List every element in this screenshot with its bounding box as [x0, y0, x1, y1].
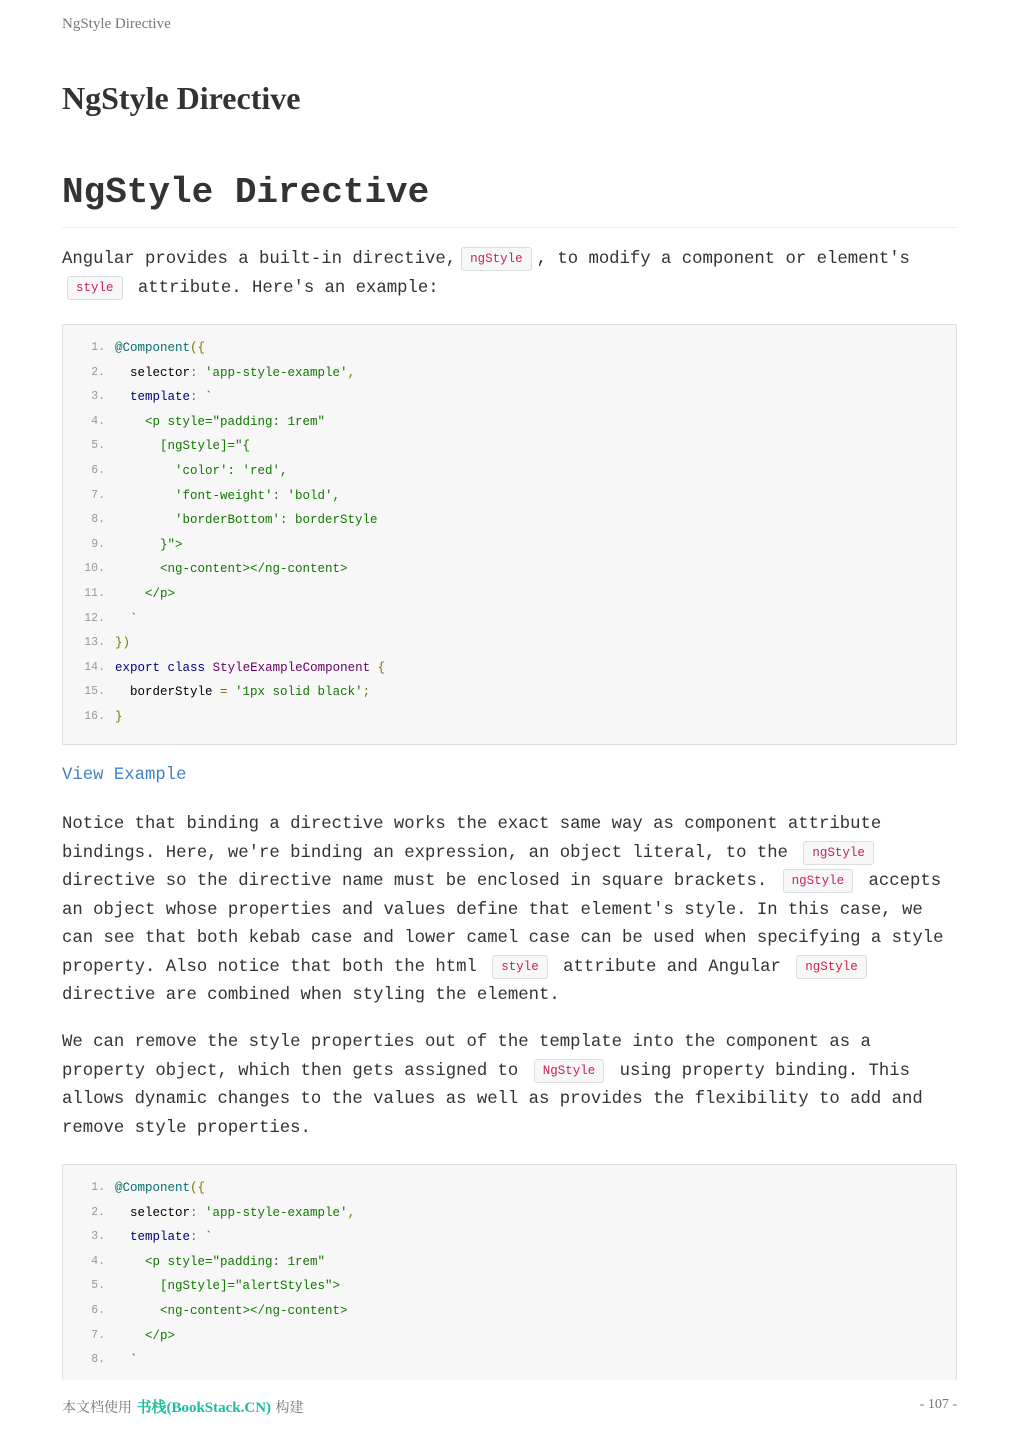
code-text: [115, 1299, 348, 1324]
footer-credit: [62, 1396, 304, 1417]
text-run: attribute and Angular: [563, 957, 781, 977]
line-number: 1.: [91, 341, 105, 354]
code-line: [63, 459, 956, 484]
line-number: 4.: [91, 1254, 105, 1268]
code-text: [115, 1274, 340, 1299]
inline-code: style: [67, 276, 123, 300]
code-block-1: [62, 324, 957, 745]
code-text: [115, 1348, 138, 1373]
code-token: [160, 661, 168, 675]
text-run: property. Also notice that both the html: [62, 957, 477, 977]
intro-paragraph: [62, 246, 957, 303]
section-title: NgStyle Directive: [62, 172, 957, 228]
paragraph-line: directive are combined when styling the element.: [62, 986, 560, 1005]
code-text: [115, 434, 250, 459]
code-token: 'app-style-example': [205, 1205, 348, 1220]
code-line: [63, 533, 956, 558]
code-line: [63, 361, 956, 386]
code-text: [115, 533, 183, 558]
code-text: [115, 656, 385, 681]
code-token: ({: [190, 341, 206, 355]
paragraph-line: [62, 868, 957, 897]
code-token: }">: [115, 537, 183, 552]
code-text: [115, 1201, 355, 1226]
code-line: [63, 508, 956, 533]
code-line: [63, 1201, 956, 1226]
inline-code: ngStyle: [796, 955, 867, 979]
code-token: [ngStyle]="{: [115, 439, 251, 454]
paragraph-line: [62, 954, 957, 983]
line-number: 7.: [91, 1328, 105, 1342]
paragraph-line: Notice that binding a directive works the exact same way as component attribute: [62, 815, 882, 834]
line-number: 9.: [91, 537, 105, 551]
inline-code: ngStyle: [461, 247, 532, 271]
code-line: [63, 434, 956, 459]
code-token: ;: [362, 685, 371, 700]
code-token: [370, 661, 378, 675]
code-token: selector: [115, 365, 191, 380]
code-token: template: [115, 390, 191, 405]
code-text: [115, 680, 370, 705]
inline-code: ngStyle: [803, 841, 874, 865]
line-number: 15.: [84, 685, 105, 699]
line-number: 3.: [91, 390, 105, 404]
code-text: [115, 336, 205, 361]
line-number: 8.: [91, 1353, 105, 1367]
code-token: :: [190, 365, 206, 380]
text-run: Angular provides a built-in directive,: [62, 250, 457, 269]
code-line: [63, 336, 956, 361]
code-token: =: [220, 685, 236, 700]
code-text: [115, 361, 355, 386]
line-number: 13.: [84, 636, 105, 650]
code-line: [63, 1348, 956, 1373]
code-token: </p>: [115, 586, 176, 601]
view-example-link[interactable]: View Example: [62, 766, 187, 785]
page-number: - 107 -: [919, 1397, 957, 1412]
property-paragraph: [62, 1029, 957, 1143]
code-line: [63, 582, 956, 607]
code-line: [63, 680, 956, 705]
code-token: selector: [115, 1205, 191, 1220]
line-number: 2.: [91, 365, 105, 379]
code-text: [115, 582, 175, 607]
code-text: [115, 484, 340, 509]
code-line: [63, 1176, 956, 1201]
code-token: <ng-content></ng-content>: [115, 1303, 348, 1318]
code-text: [115, 1225, 213, 1250]
line-number: 6.: [91, 1303, 105, 1317]
code-line: [63, 1324, 956, 1349]
code-token: }): [115, 636, 131, 651]
code-text: [115, 508, 378, 533]
code-token: export: [115, 660, 161, 675]
code-token: `: [115, 611, 138, 626]
footer-suffix: 构建: [271, 1400, 304, 1416]
code-line: [63, 557, 956, 582]
text-run: property object, which then gets assigned to: [62, 1061, 519, 1081]
text-run: using property binding. This: [619, 1061, 910, 1081]
paragraph-line: [62, 840, 957, 869]
code-text: [115, 631, 130, 656]
code-line: [63, 1225, 956, 1250]
line-number: 2.: [91, 1205, 105, 1219]
line-number: 8.: [91, 513, 105, 527]
line-number: 7.: [91, 488, 105, 502]
code-token: 'borderBottom': borderStyle: [115, 513, 378, 528]
code-token: `: [205, 1230, 213, 1245]
paragraph-line: an object whose properties and values define that element's style. In this case, we: [62, 900, 923, 920]
code-token: `: [115, 1353, 138, 1368]
line-number: 5.: [91, 439, 105, 453]
text-run: directive so the directive name must be enclosed in square brackets.: [62, 872, 768, 891]
code-token: @Component: [115, 341, 191, 355]
code-token: `: [205, 390, 213, 405]
text-run: accepts: [868, 872, 942, 891]
code-token: }: [115, 709, 123, 724]
code-line: [63, 607, 956, 632]
inline-code: NgStyle: [534, 1059, 605, 1083]
paragraph-line: [62, 1058, 957, 1087]
code-token: :: [190, 1230, 206, 1245]
code-text: [115, 385, 213, 410]
code-line: [63, 705, 956, 730]
line-number: 4.: [91, 414, 105, 428]
code-text: [115, 705, 123, 730]
code-text: [115, 410, 325, 435]
code-token: 'font-weight': 'bold',: [115, 488, 341, 503]
code-line: [63, 631, 956, 656]
binding-paragraph: [62, 811, 957, 1011]
line-number: 12.: [84, 611, 105, 625]
code-token: 'app-style-example': [205, 365, 348, 380]
paragraph-line: [62, 246, 957, 275]
code-text: [115, 607, 138, 632]
code-line: [63, 1250, 956, 1275]
code-token: [205, 661, 213, 675]
code-line: [63, 1274, 956, 1299]
code-text: [115, 1250, 325, 1275]
code-token: ,: [347, 365, 356, 380]
chapter-title: NgStyle Directive: [62, 80, 301, 116]
paragraph-line: can see that both kebab case and lower camel case can be used when specifying a style: [62, 929, 944, 948]
code-token: 'color': 'red',: [115, 463, 288, 478]
code-token: </p>: [115, 1328, 176, 1343]
code-token: borderStyle: [115, 685, 221, 700]
line-number: 5.: [91, 1279, 105, 1293]
footer-brand-link[interactable]: 书栈(BookStack.CN): [136, 1400, 272, 1416]
text-run: bindings. Here, we're binding an expression, an object literal, to the: [62, 843, 788, 863]
line-number: 16.: [84, 709, 105, 723]
inline-code: style: [492, 955, 548, 979]
code-line: [63, 484, 956, 509]
code-line: [63, 1299, 956, 1324]
line-number: 10.: [84, 562, 105, 576]
code-token: @Component: [115, 1181, 191, 1195]
line-number: 1.: [91, 1181, 105, 1194]
paragraph-line: [62, 275, 957, 304]
code-line: [63, 656, 956, 681]
code-text: [115, 1324, 175, 1349]
code-token: <ng-content></ng-content>: [115, 562, 348, 577]
running-header: NgStyle Directive: [62, 16, 171, 32]
code-text: [115, 459, 288, 484]
code-token: StyleExampleComponent: [212, 660, 371, 675]
text-run: , to modify a component or element's: [536, 250, 910, 269]
code-text: [115, 1176, 205, 1201]
line-number: 6.: [91, 463, 105, 477]
code-token: '1px solid black': [235, 685, 363, 700]
text-run: attribute. Here's an example:: [137, 278, 439, 298]
line-number: 3.: [91, 1230, 105, 1244]
code-token: :: [190, 1205, 206, 1220]
line-number: 14.: [84, 660, 105, 674]
paragraph-line: We can remove the style properties out of the template into the component as a: [62, 1033, 871, 1052]
code-token: class: [167, 660, 206, 675]
inline-code: ngStyle: [783, 869, 854, 893]
paragraph-line: allows dynamic changes to the values as well as provides the flexibility to add and: [62, 1090, 923, 1109]
code-token: <p style="padding: 1rem": [115, 1254, 326, 1269]
line-number: 11.: [84, 586, 105, 600]
code-token: {: [377, 660, 386, 675]
code-line: [63, 410, 956, 435]
code-token: template: [115, 1230, 191, 1245]
code-line: [63, 385, 956, 410]
code-text: [115, 557, 348, 582]
code-token: ,: [347, 1205, 356, 1220]
code-token: ({: [190, 1181, 206, 1195]
code-token: :: [190, 390, 206, 405]
code-token: <p style="padding: 1rem": [115, 414, 326, 429]
paragraph-line: remove style properties.: [62, 1118, 311, 1138]
code-block-2: [62, 1164, 957, 1380]
code-token: [ngStyle]="alertStyles">: [115, 1279, 341, 1294]
footer-prefix: 本文档使用: [62, 1400, 137, 1416]
